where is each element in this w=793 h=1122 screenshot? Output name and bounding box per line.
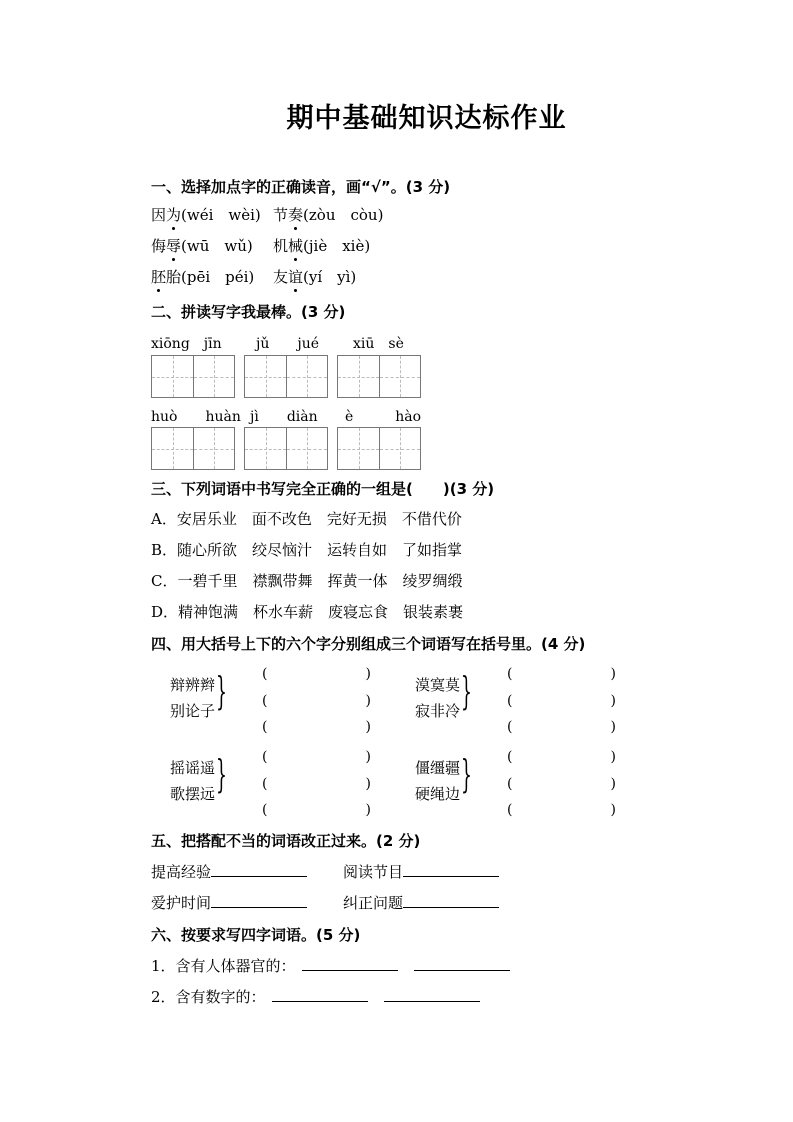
- brace-icon: }: [461, 669, 472, 713]
- writing-grid[interactable]: [244, 355, 328, 398]
- writing-grid[interactable]: [337, 427, 421, 470]
- q5-item: 提高经验: [151, 861, 307, 882]
- q3-option-a[interactable]: A．安居乐业 面不改色 完好无损 不借代价: [151, 510, 462, 528]
- q1-item: 友谊(yí yì): [273, 268, 357, 286]
- pinyin-label: huò huàn: [151, 409, 241, 425]
- q3-option-d[interactable]: D．精神饱满 杯水车薪 废寝忘食 银装素裹: [151, 603, 464, 621]
- answer-paren[interactable]: ( ): [262, 666, 371, 682]
- answer-paren[interactable]: ( ): [262, 749, 371, 765]
- answer-paren[interactable]: ( ): [507, 693, 616, 709]
- q1-item: 因为(wéi wèi): [151, 206, 261, 224]
- word-group-top: 漠寞莫: [415, 676, 461, 694]
- answer-paren[interactable]: ( ): [507, 802, 616, 818]
- q1-item: 机械(jiè xiè): [273, 237, 371, 255]
- answer-paren[interactable]: ( ): [262, 693, 371, 709]
- q2-heading: 二、拼读写字我最棒。(3 分): [151, 303, 346, 321]
- answer-blank[interactable]: [384, 987, 480, 1002]
- q6-heading: 六、按要求写四字词语。(5 分): [151, 926, 361, 944]
- writing-grid[interactable]: [244, 427, 328, 470]
- answer-blank[interactable]: [211, 862, 307, 877]
- pinyin-label: jì diàn: [250, 409, 318, 425]
- answer-paren[interactable]: ( ): [262, 719, 371, 735]
- q1-item: 侮辱(wū wǔ): [151, 237, 253, 255]
- pinyin-label: jǔ jué: [256, 336, 319, 352]
- word-group-top: 僵缰疆: [415, 759, 461, 777]
- pinyin-label: xiū sè: [353, 336, 404, 352]
- word-group-bottom: 别论子: [170, 702, 216, 720]
- word-group-bottom: 寂非冷: [415, 702, 461, 720]
- brace-icon: }: [216, 752, 227, 796]
- pinyin-label: è hào: [345, 409, 422, 425]
- answer-paren[interactable]: ( ): [507, 666, 616, 682]
- q3-option-c[interactable]: C．一碧千里 襟飘带舞 挥黄一体 绫罗绸缎: [151, 572, 463, 590]
- answer-paren[interactable]: ( ): [262, 776, 371, 792]
- answer-blank[interactable]: [272, 987, 368, 1002]
- word-group-bottom: 硬绳边: [415, 785, 461, 803]
- brace-icon: }: [461, 752, 472, 796]
- page-title: 期中基础知识达标作业: [286, 103, 567, 134]
- brace-icon: }: [216, 669, 227, 713]
- q1-item: 节奏(zòu còu): [273, 206, 384, 224]
- writing-grid[interactable]: [151, 355, 235, 398]
- q6-item: 2．含有数字的：: [151, 986, 480, 1007]
- answer-paren[interactable]: ( ): [507, 776, 616, 792]
- answer-blank[interactable]: [403, 862, 499, 877]
- q5-item: 纠正问题: [343, 892, 499, 913]
- q1-heading: 一、选择加点字的正确读音，画“√”。(3 分): [151, 178, 451, 196]
- q1-item: 胚胎(pēi péi): [151, 268, 255, 286]
- answer-blank[interactable]: [302, 956, 398, 971]
- writing-grid[interactable]: [337, 355, 421, 398]
- q5-heading: 五、把搭配不当的词语改正过来。(2 分): [151, 832, 421, 850]
- q3-option-b[interactable]: B．随心所欲 绞尽恼汁 运转自如 了如指掌: [151, 541, 463, 559]
- pinyin-label: xiōng jīn: [151, 336, 222, 352]
- answer-paren[interactable]: ( ): [507, 749, 616, 765]
- q3-heading: 三、下列词语中书写完全正确的一组是( )(3 分): [151, 480, 495, 498]
- word-group-top: 辩辨辫: [170, 676, 216, 694]
- answer-paren[interactable]: ( ): [262, 802, 371, 818]
- word-group-bottom: 歌摆远: [170, 785, 216, 803]
- q5-item: 爱护时间: [151, 892, 307, 913]
- answer-blank[interactable]: [211, 893, 307, 908]
- word-group-top: 摇谣遥: [170, 759, 216, 777]
- answer-blank[interactable]: [414, 956, 510, 971]
- q4-heading: 四、用大括号上下的六个字分别组成三个词语写在括号里。(4 分): [151, 635, 586, 653]
- q6-item: 1．含有人体器官的：: [151, 955, 510, 976]
- answer-blank[interactable]: [403, 893, 499, 908]
- q5-item: 阅读节目: [343, 861, 499, 882]
- answer-paren[interactable]: ( ): [507, 719, 616, 735]
- writing-grid[interactable]: [151, 427, 235, 470]
